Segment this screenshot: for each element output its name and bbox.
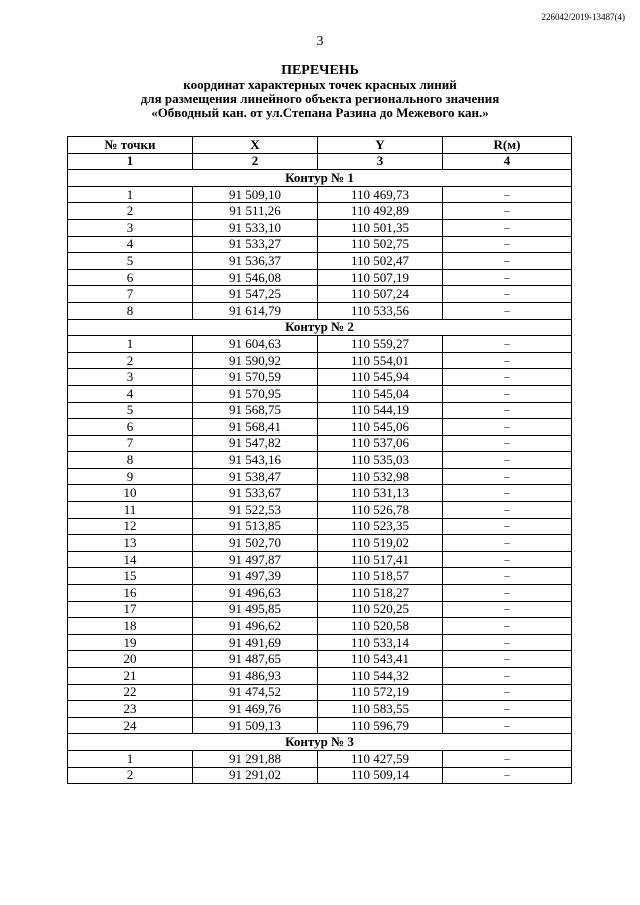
y-coordinate: 110 572,19: [318, 684, 443, 701]
contour-label: Контур № 3: [68, 734, 572, 751]
point-number: 4: [68, 385, 193, 402]
y-coordinate: 110 517,41: [318, 551, 443, 568]
table-row: [68, 651, 572, 668]
point-number: 1: [68, 186, 193, 203]
radius-value: –: [443, 203, 572, 220]
point-number: 8: [68, 452, 193, 469]
y-coordinate: 110 518,57: [318, 568, 443, 585]
contour-label: Контур № 1: [68, 170, 572, 187]
y-coordinate: 110 559,27: [318, 336, 443, 353]
document-title: [60, 64, 580, 120]
x-coordinate: 91 496,62: [193, 618, 318, 635]
col-number: 2: [193, 153, 318, 170]
col-number: 4: [443, 153, 572, 170]
point-number: 2: [68, 352, 193, 369]
col-header-radius: R(м): [443, 137, 572, 154]
y-coordinate: 110 507,24: [318, 286, 443, 303]
x-coordinate: 91 570,95: [193, 385, 318, 402]
x-coordinate: 91 511,26: [193, 203, 318, 220]
x-coordinate: 91 491,69: [193, 634, 318, 651]
radius-value: –: [443, 419, 572, 436]
y-coordinate: 110 509,14: [318, 767, 443, 784]
y-coordinate: 110 535,03: [318, 452, 443, 469]
table-row: [68, 618, 572, 635]
point-number: 21: [68, 668, 193, 685]
radius-value: –: [443, 402, 572, 419]
x-coordinate: 91 547,25: [193, 286, 318, 303]
radius-value: –: [443, 336, 572, 353]
table-row: [68, 269, 572, 286]
y-coordinate: 110 469,73: [318, 186, 443, 203]
point-number: 14: [68, 551, 193, 568]
radius-value: –: [443, 651, 572, 668]
y-coordinate: 110 545,04: [318, 385, 443, 402]
table-row: [68, 236, 572, 253]
y-coordinate: 110 502,47: [318, 253, 443, 270]
point-number: 9: [68, 468, 193, 485]
table-row: [68, 668, 572, 685]
radius-value: –: [443, 452, 572, 469]
x-coordinate: 91 568,41: [193, 419, 318, 436]
x-coordinate: 91 533,27: [193, 236, 318, 253]
x-coordinate: 91 469,76: [193, 701, 318, 718]
table-header-row: [68, 137, 572, 154]
radius-value: –: [443, 485, 572, 502]
x-coordinate: 91 474,52: [193, 684, 318, 701]
y-coordinate: 110 520,25: [318, 601, 443, 618]
y-coordinate: 110 502,75: [318, 236, 443, 253]
y-coordinate: 110 544,19: [318, 402, 443, 419]
x-coordinate: 91 509,13: [193, 717, 318, 734]
table-row: [68, 286, 572, 303]
x-coordinate: 91 590,92: [193, 352, 318, 369]
y-coordinate: 110 507,19: [318, 269, 443, 286]
radius-value: –: [443, 502, 572, 519]
point-number: 1: [68, 336, 193, 353]
document-number: 226042/2019-13487(4): [541, 12, 625, 22]
col-number: 1: [68, 153, 193, 170]
table-row: [68, 336, 572, 353]
table-row: [68, 518, 572, 535]
radius-value: –: [443, 551, 572, 568]
radius-value: –: [443, 385, 572, 402]
contour-header-row: [68, 734, 572, 751]
point-number: 6: [68, 419, 193, 436]
point-number: 2: [68, 203, 193, 220]
y-coordinate: 110 518,27: [318, 585, 443, 602]
point-number: 3: [68, 369, 193, 386]
y-coordinate: 110 596,79: [318, 717, 443, 734]
point-number: 10: [68, 485, 193, 502]
point-number: 24: [68, 717, 193, 734]
x-coordinate: 91 522,53: [193, 502, 318, 519]
radius-value: –: [443, 568, 572, 585]
radius-value: –: [443, 269, 572, 286]
col-header-point: № точки: [68, 137, 193, 154]
point-number: 20: [68, 651, 193, 668]
radius-value: –: [443, 369, 572, 386]
radius-value: –: [443, 668, 572, 685]
x-coordinate: 91 487,65: [193, 651, 318, 668]
x-coordinate: 91 533,10: [193, 219, 318, 236]
x-coordinate: 91 546,08: [193, 269, 318, 286]
table-row: [68, 203, 572, 220]
point-number: 11: [68, 502, 193, 519]
x-coordinate: 91 496,63: [193, 585, 318, 602]
column-number-row: [68, 153, 572, 170]
table-row: [68, 568, 572, 585]
y-coordinate: 110 545,06: [318, 419, 443, 436]
coordinates-table: [67, 136, 572, 784]
y-coordinate: 110 533,56: [318, 302, 443, 319]
radius-value: –: [443, 253, 572, 270]
x-coordinate: 91 497,87: [193, 551, 318, 568]
table-row: [68, 750, 572, 767]
point-number: 22: [68, 684, 193, 701]
table-row: [68, 767, 572, 784]
x-coordinate: 91 536,37: [193, 253, 318, 270]
point-number: 6: [68, 269, 193, 286]
y-coordinate: 110 501,35: [318, 219, 443, 236]
radius-value: –: [443, 601, 572, 618]
radius-value: –: [443, 585, 572, 602]
y-coordinate: 110 554,01: [318, 352, 443, 369]
table-row: [68, 452, 572, 469]
y-coordinate: 110 583,55: [318, 701, 443, 718]
table-row: [68, 701, 572, 718]
x-coordinate: 91 509,10: [193, 186, 318, 203]
radius-value: –: [443, 717, 572, 734]
y-coordinate: 110 520,58: [318, 618, 443, 635]
radius-value: –: [443, 302, 572, 319]
x-coordinate: 91 291,88: [193, 750, 318, 767]
table-row: [68, 302, 572, 319]
radius-value: –: [443, 286, 572, 303]
table-row: [68, 535, 572, 552]
table-row: [68, 485, 572, 502]
table-row: [68, 186, 572, 203]
table-body: [68, 170, 572, 784]
point-number: 3: [68, 219, 193, 236]
table-row: [68, 634, 572, 651]
y-coordinate: 110 545,94: [318, 369, 443, 386]
point-number: 2: [68, 767, 193, 784]
radius-value: –: [443, 701, 572, 718]
point-number: 7: [68, 435, 193, 452]
col-header-y: Y: [318, 137, 443, 154]
radius-value: –: [443, 186, 572, 203]
x-coordinate: 91 543,16: [193, 452, 318, 469]
table-row: [68, 684, 572, 701]
radius-value: –: [443, 352, 572, 369]
table-row: [68, 385, 572, 402]
point-number: 5: [68, 253, 193, 270]
title-line-2: координат характерных точек красных линий: [183, 77, 457, 92]
y-coordinate: 110 544,32: [318, 668, 443, 685]
y-coordinate: 110 531,13: [318, 485, 443, 502]
x-coordinate: 91 533,67: [193, 485, 318, 502]
y-coordinate: 110 526,78: [318, 502, 443, 519]
y-coordinate: 110 543,41: [318, 651, 443, 668]
x-coordinate: 91 568,75: [193, 402, 318, 419]
table-row: [68, 419, 572, 436]
point-number: 15: [68, 568, 193, 585]
x-coordinate: 91 497,39: [193, 568, 318, 585]
table-row: [68, 352, 572, 369]
title-line-3: для размещения линейного объекта регионального значения: [140, 91, 500, 106]
radius-value: –: [443, 435, 572, 452]
point-number: 4: [68, 236, 193, 253]
y-coordinate: 110 532,98: [318, 468, 443, 485]
radius-value: –: [443, 219, 572, 236]
table-row: [68, 502, 572, 519]
x-coordinate: 91 513,85: [193, 518, 318, 535]
contour-header-row: [68, 170, 572, 187]
point-number: 16: [68, 585, 193, 602]
x-coordinate: 91 291,02: [193, 767, 318, 784]
point-number: 12: [68, 518, 193, 535]
x-coordinate: 91 502,70: [193, 535, 318, 552]
table-row: [68, 369, 572, 386]
point-number: 23: [68, 701, 193, 718]
x-coordinate: 91 547,82: [193, 435, 318, 452]
table-row: [68, 402, 572, 419]
table-row: [68, 601, 572, 618]
table-row: [68, 585, 572, 602]
x-coordinate: 91 604,63: [193, 336, 318, 353]
x-coordinate: 91 614,79: [193, 302, 318, 319]
table-row: [68, 253, 572, 270]
col-number: 3: [318, 153, 443, 170]
y-coordinate: 110 523,35: [318, 518, 443, 535]
y-coordinate: 110 427,59: [318, 750, 443, 767]
radius-value: –: [443, 618, 572, 635]
title-line-1: ПЕРЕЧЕНЬ: [281, 63, 359, 78]
title-line-4: «Обводный кан. от ул.Степана Разина до Межевого кан.»: [151, 105, 489, 120]
table-row: [68, 219, 572, 236]
y-coordinate: 110 537,06: [318, 435, 443, 452]
page-number: 3: [316, 34, 324, 49]
table-row: [68, 551, 572, 568]
point-number: 1: [68, 750, 193, 767]
radius-value: –: [443, 750, 572, 767]
radius-value: –: [443, 518, 572, 535]
col-header-x: X: [193, 137, 318, 154]
point-number: 5: [68, 402, 193, 419]
x-coordinate: 91 538,47: [193, 468, 318, 485]
y-coordinate: 110 533,14: [318, 634, 443, 651]
radius-value: –: [443, 684, 572, 701]
point-number: 19: [68, 634, 193, 651]
y-coordinate: 110 492,89: [318, 203, 443, 220]
radius-value: –: [443, 236, 572, 253]
x-coordinate: 91 570,59: [193, 369, 318, 386]
radius-value: –: [443, 535, 572, 552]
x-coordinate: 91 486,93: [193, 668, 318, 685]
contour-label: Контур № 2: [68, 319, 572, 336]
table-row: [68, 468, 572, 485]
radius-value: –: [443, 767, 572, 784]
point-number: 7: [68, 286, 193, 303]
contour-header-row: [68, 319, 572, 336]
point-number: 8: [68, 302, 193, 319]
point-number: 18: [68, 618, 193, 635]
point-number: 13: [68, 535, 193, 552]
table-row: [68, 717, 572, 734]
radius-value: –: [443, 634, 572, 651]
point-number: 17: [68, 601, 193, 618]
x-coordinate: 91 495,85: [193, 601, 318, 618]
table-row: [68, 435, 572, 452]
radius-value: –: [443, 468, 572, 485]
y-coordinate: 110 519,02: [318, 535, 443, 552]
